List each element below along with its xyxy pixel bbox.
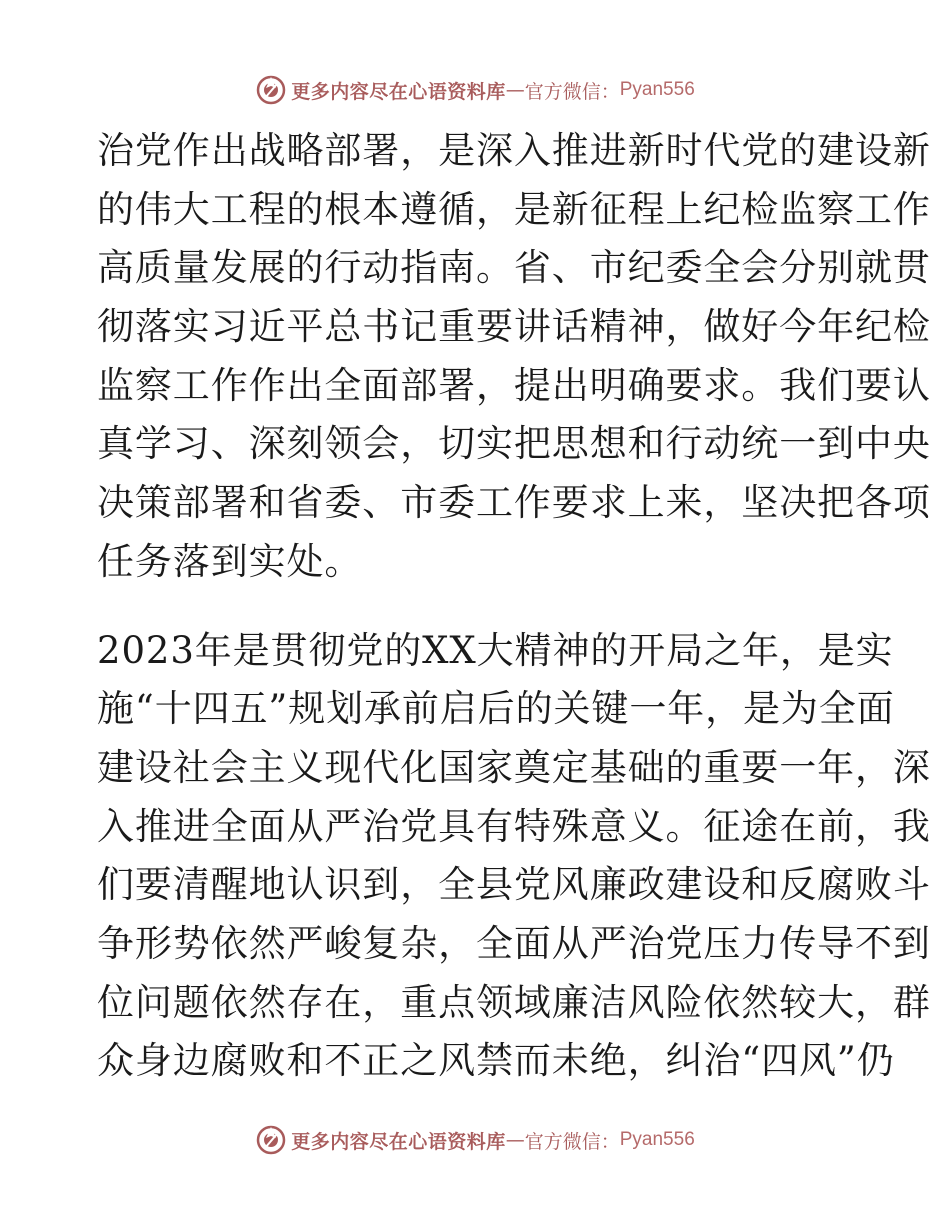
brand-logo-icon [255,74,287,106]
text-line: 众身边腐败和不正之风禁而未绝，纠治“四风”仍 [97,1039,895,1083]
paragraph [97,122,931,592]
text-line: 真学习、深刻领会，切实把思想和行动统一到中央 [97,422,931,466]
header-site-text: 更多内容尽在心语资料库 [291,80,506,103]
text-line: 入推进全面从严治党具有特殊意义。征途在前，我 [97,804,931,848]
footer-banner [0,1120,950,1160]
text-line: 建设社会主义现代化国家奠定基础的重要一年，深 [97,745,931,789]
brand-logo-icon [255,1124,287,1156]
text-line: 2023年是贯彻党的XX大精神的开局之年，是实 [97,628,894,672]
paragraph-gap [97,592,857,622]
header-separator: — [505,79,525,101]
header-wechat-id: Pyan556 [619,79,695,100]
text-line: 高质量发展的行动指南。省、市纪委全会分别就贯 [97,246,931,290]
text-line: 监察工作作出全面部署，提出明确要求。我们要认 [97,363,931,407]
text-line: 的伟大工程的根本遵循，是新征程上纪检监察工作 [97,187,931,231]
footer-wechat-id: Pyan556 [619,1129,695,1150]
footer-site-text: 更多内容尽在心语资料库 [291,1130,506,1153]
footer-wechat-label: 官方微信： [524,1130,620,1153]
text-line: 位问题依然存在，重点领域廉洁风险依然较大，群 [97,980,931,1024]
text-line: 任务落到实处。 [97,539,363,583]
header-wechat-label: 官方微信： [524,80,620,103]
paragraph [97,622,931,1092]
footer-separator: — [505,1129,525,1151]
header-banner [0,70,950,110]
text-line: 们要清醒地认识到，全县党风廉政建设和反腐败斗 [97,863,931,907]
text-line: 治党作出战略部署，是深入推进新时代党的建设新 [97,129,931,172]
text-line: 争形势依然严峻复杂，全面从严治党压力传导不到 [97,921,931,965]
text-line: 决策部署和省委、市委工作要求上来，坚决把各项 [97,481,931,525]
text-line: 施“十四五”规划承前启后的关键一年，是为全面 [97,687,895,731]
document-body [97,122,931,1091]
text-line: 彻落实习近平总书记重要讲话精神，做好今年纪检 [97,305,931,349]
